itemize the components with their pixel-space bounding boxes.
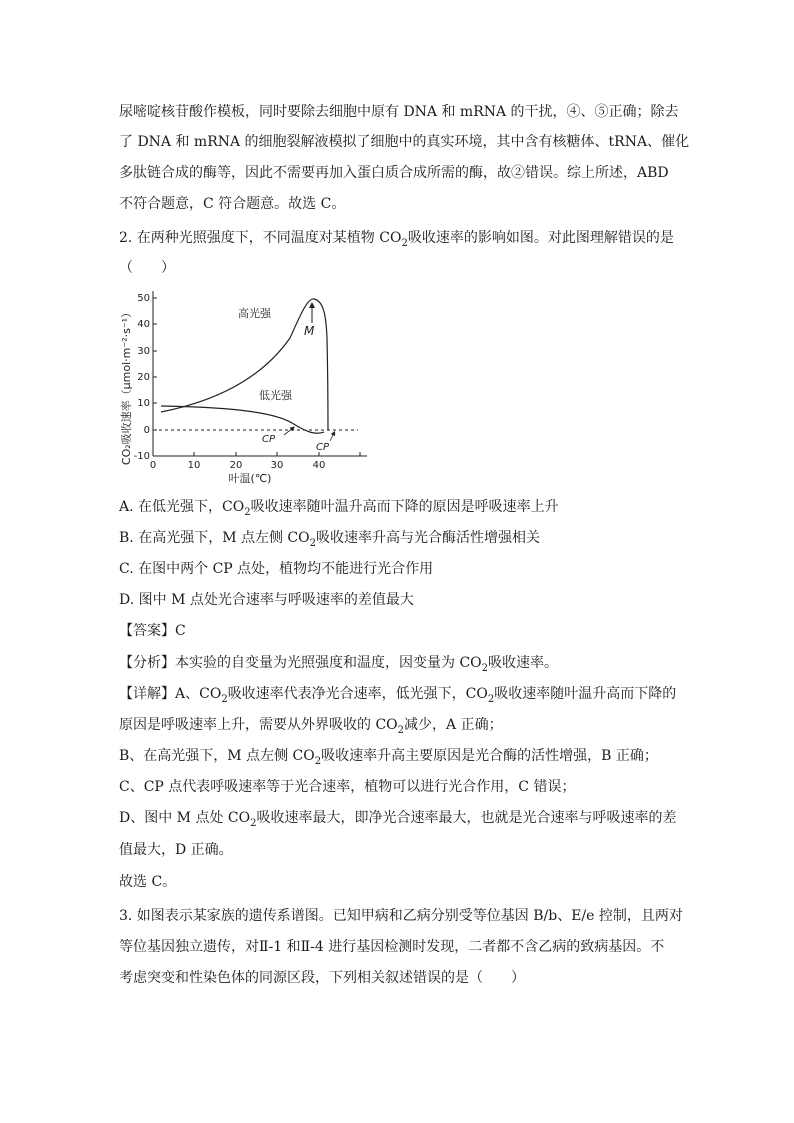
detail-line1 <box>119 684 679 704</box>
detail-l2-b: 减少，A 正确； <box>404 717 503 733</box>
y-ticks <box>153 298 157 430</box>
detail-l5-sub: 2 <box>250 817 257 829</box>
option-b-text-a: B. 在高光强下，M 点左侧 CO <box>119 530 310 546</box>
low-light-label: 低光强 <box>259 389 292 402</box>
y-axis-label: CO₂吸收速率（μmol·m⁻²·s⁻¹） <box>120 306 133 466</box>
x-axis-label: 叶温(℃) <box>228 472 272 485</box>
option-d: D. 图中 M 点处光合速率与呼吸速率的差值最大 <box>119 592 414 608</box>
co2-rate-figure <box>112 283 372 493</box>
option-b-text-b: 吸收速率升高与光合酶活性增强相关 <box>316 530 540 546</box>
detail-line5 <box>119 808 679 828</box>
y-tick-20: 20 <box>137 372 150 383</box>
paragraph1-line4: 不符合题意，C 符合题意。故选 C。 <box>119 196 346 212</box>
cp2-arrow <box>330 433 334 441</box>
paragraph1-line1: 尿嘧啶核苷酸作模板，同时要除去细胞中原有 DNA 和 mRNA 的干扰，④、⑤正确；除去 <box>119 104 679 120</box>
detail-l3-a: B、在高光强下，M 点左侧 CO <box>119 748 315 764</box>
option-a-text-a: A. 在低光强下，CO <box>119 499 245 515</box>
y-tick-30: 30 <box>137 346 150 357</box>
high-light-label: 高光强 <box>238 307 271 320</box>
y-tick-40: 40 <box>137 319 150 330</box>
option-b-sub: 2 <box>309 537 316 549</box>
x-tick-10: 10 <box>187 460 201 471</box>
paragraph1-line3: 多肽链合成的酶等，因此不需要再加入蛋白质合成所需的酶，故②错误。综上所述，ABD <box>119 165 669 181</box>
option-b <box>119 528 679 548</box>
question3-line2: 等位基因独立遗传，对Ⅱ-1 和Ⅱ-4 进行基因检测时发现，二者都不含乙病的致病基因。不 <box>119 939 665 955</box>
question3-line3: 考虑突变和性染色体的同源区段，下列相关叙述错误的是（ ） <box>119 970 525 986</box>
low-light-curve <box>161 406 324 433</box>
y-tick-minus10: -10 <box>133 451 150 462</box>
detail-l3-sub: 2 <box>314 755 322 767</box>
analysis-line <box>119 653 679 673</box>
detail-line7: 故选 C。 <box>119 874 177 890</box>
question2-bracket: （ ） <box>119 260 175 276</box>
detail-l3-b: 吸收速率升高主要原因是光合酶的活性增强，B 正确； <box>321 748 658 764</box>
question2-stem <box>119 228 679 248</box>
x-ticks <box>194 452 360 456</box>
x-tick-40: 40 <box>312 460 326 471</box>
detail-l5-b: 吸收速率最大，即净光合速率最大，也就是光合速率与呼吸速率的差 <box>256 810 677 826</box>
detail-line4: C、CP 点代表呼吸速率等于光合速率，植物可以进行光合作用，C 错误； <box>119 779 576 795</box>
y-tick-0: 0 <box>143 425 150 436</box>
answer-line: 【答案】C <box>119 623 186 639</box>
option-a-text-b: 吸收速率随叶温升高而下降的原因是呼吸速率上升 <box>250 499 559 515</box>
detail-line6: 值最大，D 正确。 <box>119 842 233 858</box>
detail-l1-a: 【详解】A、CO <box>119 686 222 702</box>
question2-stem-text-a: 2. 在两种光照强度下，不同温度对某植物 CO <box>119 230 402 246</box>
question2-stem-sub: 2 <box>401 237 408 249</box>
x-tick-30: 30 <box>270 460 284 471</box>
analysis-text-a: 【分析】本实验的自变量为光照强度和温度，因变量为 CO <box>119 655 482 671</box>
detail-l1-sub2: 2 <box>487 693 495 705</box>
x-tick-0: 0 <box>149 460 157 471</box>
option-a <box>119 497 679 517</box>
y-tick-50: 50 <box>137 293 150 304</box>
detail-l5-a: D、图中 M 点处 CO <box>119 810 251 826</box>
paragraph1-line2: 了 DNA 和 mRNA 的细胞裂解液模拟了细胞中的真实环境，其中含有核糖体、tRNA、催化 <box>119 134 690 150</box>
detail-line3 <box>119 746 679 766</box>
x-tick-20: 20 <box>229 460 243 471</box>
analysis-sub: 2 <box>481 662 489 674</box>
analysis-text-b: 吸收速率。 <box>488 655 559 671</box>
detail-l2-sub: 2 <box>397 724 405 736</box>
question2-stem-text-b: 吸收速率的影响如图。对此图理解错误的是 <box>407 230 674 246</box>
question3-line1: 3. 如图表示某家族的遗传系谱图。已知甲病和乙病分别受等位基因 B/b、E/e 控制，且两对 <box>119 908 683 924</box>
cp1-arrow <box>284 428 293 435</box>
detail-l1-b: 吸收速率代表净光合速率，低光强下，CO <box>227 686 488 702</box>
m-point-label: M <box>304 324 315 338</box>
detail-l1-c: 吸收速率随叶温升高而下降的 <box>494 686 677 702</box>
detail-line2 <box>119 715 679 735</box>
y-tick-10: 10 <box>137 398 150 409</box>
option-a-sub: 2 <box>244 506 251 518</box>
cp2-label: CP <box>316 442 330 453</box>
option-c: C. 在图中两个 CP 点处，植物均不能进行光合作用 <box>119 561 434 577</box>
detail-l2-a: 原因是呼吸速率上升，需要从外界吸收的 CO <box>119 717 398 733</box>
cp1-label: CP <box>262 434 276 445</box>
detail-l1-sub1: 2 <box>221 693 228 705</box>
